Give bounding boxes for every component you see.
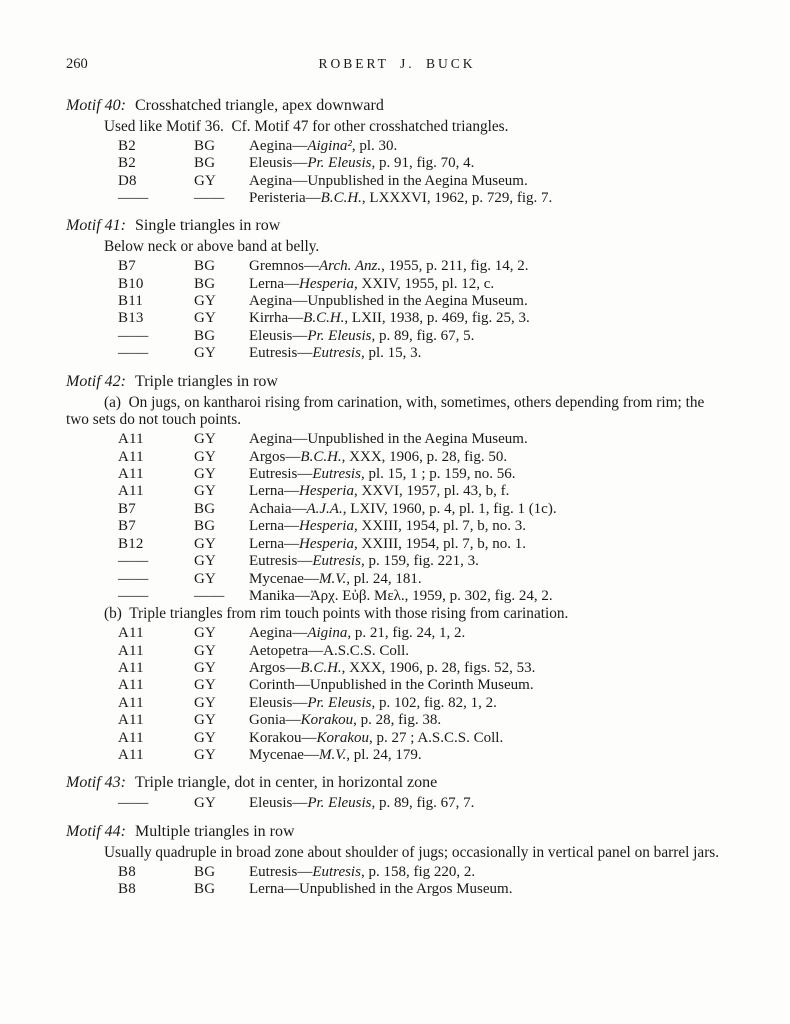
- reference-text: , p. 159, fig. 221, 3.: [360, 553, 479, 570]
- reference-text: Lerna—: [249, 275, 299, 292]
- entry-ware: GY: [194, 466, 217, 483]
- reference-text: Korakou—: [249, 729, 317, 746]
- entry-reference: [249, 553, 728, 570]
- entry-code: A11: [118, 625, 144, 642]
- reference-text: , XXX, 1906, p. 28, fig. 50.: [341, 448, 508, 465]
- entry-row: [118, 795, 728, 812]
- reference-text: , p. 89, fig. 67, 5.: [371, 327, 475, 344]
- reference-text: , pl. 24, 181.: [346, 570, 422, 587]
- entry-ware: BG: [194, 275, 216, 292]
- reference-text: Gonia—: [249, 712, 301, 729]
- entry-row: [118, 695, 728, 712]
- entry-code: A11: [118, 466, 144, 483]
- reference-text: Aegina—: [249, 137, 308, 154]
- reference-italic-text: Pr. Eleusis: [307, 795, 372, 812]
- reference-italic-text: Pr. Eleusis: [307, 155, 372, 172]
- reference-italic-text: Aigina: [307, 625, 348, 642]
- entry-ware: BG: [194, 258, 216, 275]
- reference-text: , p. 91, fig. 70, 4.: [371, 155, 475, 172]
- reference-text: Eutresis—: [249, 863, 313, 880]
- entry-code: A11: [118, 642, 144, 659]
- reference-text: Gremnos—: [249, 258, 319, 275]
- motif-heading: [66, 773, 728, 792]
- reference-text: , p. 27 ; A.S.C.S. Coll.: [369, 729, 504, 746]
- entry-reference: [249, 571, 728, 588]
- entry-code: A11: [118, 694, 144, 711]
- entry-reference: [249, 643, 728, 660]
- entry-row: [118, 431, 728, 448]
- reference-text: Mycenae—: [249, 746, 319, 763]
- entry-ware: GY: [194, 483, 217, 500]
- entry-reference: [249, 795, 728, 812]
- running-head: ROBERT J. BUCK: [318, 56, 476, 71]
- entry-ware: GY: [194, 677, 217, 694]
- entry-reference: [249, 881, 728, 898]
- reference-italic-text: Pr. Eleusis: [307, 327, 372, 344]
- entry-code: B8: [118, 863, 136, 880]
- entry-reference: [249, 466, 728, 483]
- reference-text: Corinth—Unpublished in the Corinth Museum.: [249, 677, 534, 694]
- entry-reference: [249, 258, 728, 275]
- entry-list: [118, 864, 728, 899]
- reference-italic-text: M.V.: [318, 746, 347, 763]
- entry-reference: [249, 501, 728, 518]
- entry-code: A11: [118, 712, 144, 729]
- entry-ware: GY: [194, 535, 217, 552]
- entry-row: [118, 881, 728, 898]
- reference-text: Lerna—: [249, 483, 299, 500]
- reference-text: , p. 21, fig. 24, 1, 2.: [347, 625, 466, 642]
- entry-list: [118, 431, 728, 605]
- entry-reference: [249, 190, 728, 207]
- entry-ware: GY: [194, 625, 217, 642]
- entry-code: ——: [118, 190, 149, 207]
- entry-code: A11: [118, 483, 144, 500]
- section-note: Below neck or above band at belly.: [104, 238, 320, 256]
- entry-ware: BG: [194, 155, 216, 172]
- entry-code: B10: [118, 275, 144, 292]
- reference-text: , LXII, 1938, p. 469, fig. 25, 3.: [344, 310, 530, 327]
- reference-text: , XXIII, 1954, pl. 7, b, no. 3.: [353, 518, 527, 535]
- entry-row: [118, 138, 728, 155]
- reference-italic-text: Arch. Anz.: [319, 258, 382, 275]
- entry-reference: [249, 730, 728, 747]
- reference-text: Lerna—: [249, 518, 299, 535]
- reference-text: , XXIV, 1955, pl. 12, c.: [353, 275, 495, 292]
- motif-title: Triple triangles in row: [135, 372, 278, 390]
- reference-text: Manika—Ἀρχ. Εὐβ. Μελ., 1959, p. 302, fig. 24, 2.: [249, 587, 553, 604]
- reference-italic-text: Eutresis: [312, 345, 361, 362]
- reference-text: Eleusis—: [249, 155, 308, 172]
- motif-heading: [66, 372, 728, 391]
- reference-text: , 1955, p. 211, fig. 14, 2.: [381, 258, 529, 275]
- entry-reference: [249, 747, 728, 764]
- reference-text: Eleusis—: [249, 795, 308, 812]
- section-note: Used like Motif 36. Cf. Motif 47 for other crosshatched triangles.: [104, 118, 509, 135]
- motif-title: Crosshatched triangle, apex downward: [135, 97, 384, 114]
- entry-code: ——: [118, 587, 149, 604]
- entry-code: ——: [118, 345, 149, 362]
- entry-reference: [249, 449, 728, 466]
- reference-italic-text: B.C.H.: [300, 448, 342, 465]
- reference-text: , XXX, 1906, p. 28, figs. 52, 53.: [341, 659, 536, 676]
- motif-label: Motif 40:: [66, 97, 126, 114]
- entry-row: [118, 747, 728, 764]
- entry-list: [118, 258, 728, 362]
- reference-text: Peristeria—: [249, 190, 321, 207]
- reference-italic-text: Korakou: [300, 712, 354, 729]
- entry-ware: GY: [194, 553, 217, 570]
- entry-list: [118, 795, 728, 812]
- entry-reference: [249, 660, 728, 677]
- document-body: [66, 96, 728, 898]
- entry-ware: GY: [194, 795, 217, 812]
- reference-text: Kirrha—: [249, 310, 304, 327]
- entry-ware: GY: [194, 431, 217, 448]
- reference-text: , pl. 24, 179.: [346, 746, 422, 763]
- entry-ware: GY: [194, 712, 217, 729]
- reference-italic-text: Eutresis: [312, 466, 361, 483]
- entry-row: [118, 518, 728, 535]
- entry-row: [118, 643, 728, 660]
- entry-code: B12: [118, 535, 144, 552]
- motif-section: [66, 96, 728, 207]
- motif-label: Motif 43:: [66, 774, 126, 792]
- motif-section: [66, 372, 728, 765]
- entry-code: A11: [118, 448, 144, 465]
- reference-text: , LXIV, 1960, p. 4, pl. 1, fig. 1 (1c).: [342, 500, 557, 517]
- entry-reference: [249, 173, 728, 190]
- reference-text: , pl. 15, 3.: [360, 345, 422, 362]
- entry-row: [118, 293, 728, 310]
- reference-text: Eleusis—: [249, 694, 308, 711]
- entry-row: [118, 677, 728, 694]
- reference-text: , pl. 15, 1 ; p. 159, no. 56.: [360, 466, 516, 483]
- motif-title: Triple triangle, dot in center, in horizontal zone: [135, 774, 438, 792]
- section-note: (a) On jugs, on kantharoi rising from carination, with, sometimes, others depending from rim; the two sets do not touch points.: [66, 393, 709, 429]
- reference-italic-text: Eutresis: [312, 553, 361, 570]
- entry-code: D8: [118, 172, 137, 189]
- motif-title: Single triangles in row: [135, 217, 281, 235]
- entry-ware: BG: [194, 518, 216, 535]
- reference-text: , p. 28, fig. 38.: [353, 712, 442, 729]
- entry-reference: [249, 431, 728, 448]
- reference-italic-text: B.C.H.: [303, 310, 345, 327]
- entry-ware: GY: [194, 659, 217, 676]
- entry-ware: GY: [194, 642, 217, 659]
- entry-ware: BG: [194, 137, 216, 154]
- entry-row: [118, 660, 728, 677]
- reference-text: Achaia—: [249, 500, 307, 517]
- reference-text: , XXVI, 1957, pl. 43, b, f.: [353, 483, 510, 500]
- reference-text: Lerna—Unpublished in the Argos Museum.: [249, 880, 513, 897]
- entry-reference: [249, 625, 728, 642]
- entry-row: [118, 173, 728, 190]
- entry-code: ——: [118, 327, 149, 344]
- entry-row: [118, 328, 728, 345]
- reference-text: , pl. 30.: [351, 137, 398, 154]
- reference-text: , p. 158, fig 220, 2.: [360, 863, 476, 880]
- entry-ware: GY: [194, 345, 217, 362]
- reference-text: Eutresis—: [249, 345, 313, 362]
- entry-reference: [249, 293, 728, 310]
- entry-ware: GY: [194, 448, 217, 465]
- entry-code: A11: [118, 677, 144, 694]
- entry-reference: [249, 483, 728, 500]
- entry-ware: BG: [194, 880, 216, 897]
- entry-row: [118, 483, 728, 500]
- reference-italic-text: M.V.: [318, 570, 347, 587]
- entry-ware: GY: [194, 172, 217, 189]
- reference-italic-text: Korakou: [316, 729, 369, 746]
- entry-row: [118, 310, 728, 327]
- entry-ware: GY: [194, 310, 217, 327]
- motif-label: Motif 44:: [66, 822, 126, 840]
- motif-label: Motif 41:: [66, 217, 126, 235]
- entry-code: B2: [118, 137, 136, 154]
- motif-heading: [66, 822, 728, 841]
- reference-italic-text: B.C.H.: [300, 659, 342, 676]
- motif-section: [66, 822, 728, 899]
- entry-reference: [249, 155, 728, 172]
- entry-reference: [249, 864, 728, 881]
- entry-row: [118, 730, 728, 747]
- entry-row: [118, 625, 728, 642]
- entry-list: [118, 138, 728, 208]
- reference-text: Argos—: [249, 448, 301, 465]
- entry-row: [118, 864, 728, 881]
- entry-code: B7: [118, 500, 136, 517]
- reference-italic-text: Aigina²: [307, 137, 352, 154]
- entry-row: [118, 501, 728, 518]
- reference-text: Aegina—: [249, 625, 308, 642]
- page-header: [66, 56, 728, 75]
- reference-italic-text: Hesperia: [298, 518, 354, 535]
- entry-code: ——: [118, 795, 149, 812]
- entry-code: A11: [118, 729, 144, 746]
- reference-text: , XXIII, 1954, pl. 7, b, no. 1.: [353, 535, 527, 552]
- motif-label: Motif 42:: [66, 372, 126, 390]
- entry-reference: [249, 345, 728, 362]
- entry-code: B2: [118, 155, 136, 172]
- entry-row: [118, 712, 728, 729]
- entry-reference: [249, 518, 728, 535]
- reference-italic-text: Pr. Eleusis: [307, 694, 372, 711]
- reference-text: Eutresis—: [249, 466, 313, 483]
- entry-row: [118, 190, 728, 207]
- reference-text: Aegina—Unpublished in the Aegina Museum.: [249, 431, 528, 448]
- reference-italic-text: B.C.H.: [320, 190, 362, 207]
- motif-title: Multiple triangles in row: [135, 822, 295, 840]
- entry-ware: GY: [194, 570, 217, 587]
- entry-code: A11: [118, 431, 144, 448]
- entry-ware: BG: [194, 863, 216, 880]
- entry-row: [118, 258, 728, 275]
- entry-row: [118, 553, 728, 570]
- motif-section: [66, 773, 728, 812]
- reference-text: , p. 89, fig. 67, 7.: [371, 795, 475, 812]
- entry-reference: [249, 328, 728, 345]
- entry-ware: BG: [194, 500, 216, 517]
- reference-text: Eleusis—: [249, 327, 308, 344]
- entry-row: [118, 449, 728, 466]
- entry-row: [118, 588, 728, 605]
- reference-text: Eutresis—: [249, 553, 313, 570]
- entry-reference: [249, 712, 728, 729]
- entry-row: [118, 276, 728, 293]
- reference-text: Aetopetra—A.S.C.S. Coll.: [249, 642, 409, 659]
- entry-reference: [249, 310, 728, 327]
- reference-italic-text: Hesperia: [298, 483, 354, 500]
- motif-section: [66, 216, 728, 362]
- entry-row: [118, 536, 728, 553]
- entry-ware: ——: [194, 190, 225, 207]
- motif-heading: [66, 96, 728, 115]
- entry-code: B11: [118, 293, 144, 310]
- entry-list: [118, 625, 728, 764]
- entry-row: [118, 571, 728, 588]
- reference-italic-text: A.J.A.: [306, 500, 343, 517]
- entry-ware: GY: [194, 694, 217, 711]
- entry-ware: GY: [194, 746, 217, 763]
- entry-ware: GY: [194, 729, 217, 746]
- entry-ware: ——: [194, 587, 225, 604]
- motif-heading: [66, 216, 728, 235]
- section-note: (b) Triple triangles from rim touch points with those rising from carination.: [104, 605, 569, 623]
- entry-row: [118, 466, 728, 483]
- reference-italic-text: Hesperia: [298, 275, 354, 292]
- entry-reference: [249, 588, 728, 605]
- reference-text: Aegina—Unpublished in the Aegina Museum.: [249, 293, 528, 310]
- reference-text: , p. 102, fig. 82, 1, 2.: [371, 694, 497, 711]
- reference-italic-text: Eutresis: [312, 863, 361, 880]
- entry-row: [118, 155, 728, 172]
- reference-text: , LXXXVI, 1962, p. 729, fig. 7.: [361, 190, 553, 207]
- page-number: 260: [66, 56, 88, 72]
- entry-reference: [249, 695, 728, 712]
- entry-ware: GY: [194, 293, 217, 310]
- entry-code: B7: [118, 258, 136, 275]
- section-note: Usually quadruple in broad zone about shoulder of jugs; occasionally in vertical panel on barrel jars.: [104, 843, 720, 861]
- entry-code: A11: [118, 746, 144, 763]
- reference-text: Mycenae—: [249, 570, 319, 587]
- reference-italic-text: Hesperia: [298, 535, 354, 552]
- entry-reference: [249, 536, 728, 553]
- reference-text: Lerna—: [249, 535, 299, 552]
- entry-code: B8: [118, 880, 136, 897]
- entry-reference: [249, 276, 728, 293]
- entry-code: ——: [118, 570, 149, 587]
- entry-code: ——: [118, 553, 149, 570]
- reference-text: Aegina—Unpublished in the Aegina Museum.: [249, 172, 528, 189]
- entry-reference: [249, 138, 728, 155]
- entry-code: B7: [118, 518, 136, 535]
- entry-reference: [249, 677, 728, 694]
- entry-row: [118, 345, 728, 362]
- entry-code: B13: [118, 310, 144, 327]
- entry-ware: BG: [194, 327, 216, 344]
- entry-code: A11: [118, 659, 144, 676]
- reference-text: Argos—: [249, 659, 301, 676]
